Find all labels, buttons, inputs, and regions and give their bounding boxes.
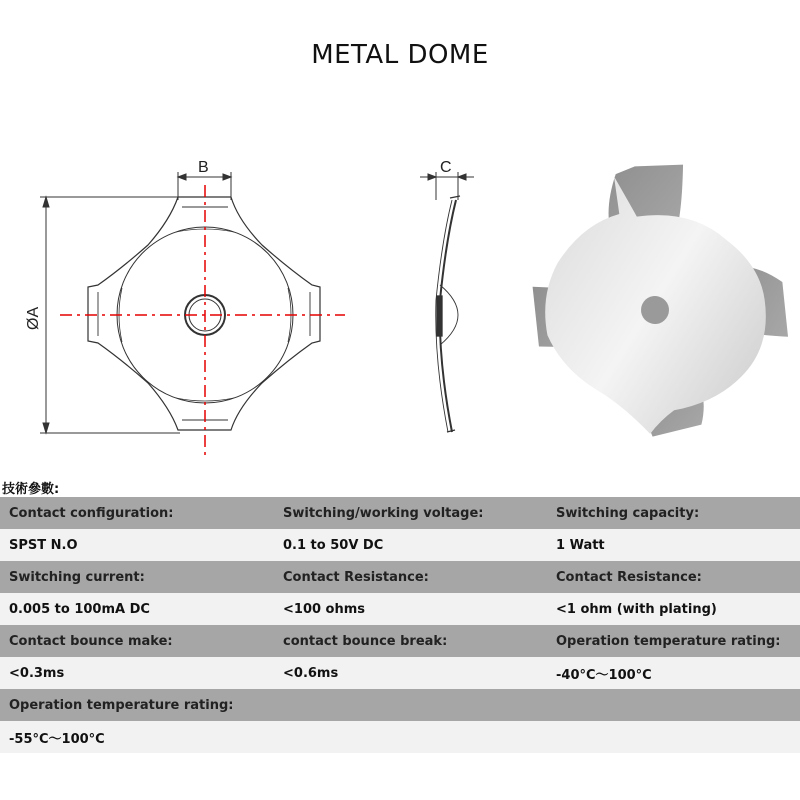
spec-header-row [0,689,800,721]
spec-cell: Switching capacity: [556,505,700,521]
spec-cell: Contact Resistance: [283,569,429,585]
metal-dome-drawing [0,150,800,470]
spec-value-row [0,529,800,561]
spec-header-row [0,497,800,529]
dimension-a-label: ØA [25,306,42,330]
spec-cell: <100 ohms [283,601,366,617]
top-view [88,197,320,430]
spec-cell: contact bounce break: [283,633,448,649]
spec-cell: <1 ohm (with plating) [556,601,717,617]
spec-header-row [0,625,800,657]
spec-cell: 0.005 to 100mA DC [9,601,150,617]
spec-cell: 0.1 to 50V DC [283,537,384,553]
technical-parameters-label: 技術參數: [2,482,60,497]
spec-cell: Contact Resistance: [556,569,702,585]
spec-value-row [0,593,800,625]
spec-cell: -55°C～100°C [9,731,105,747]
spec-cell: Switching current: [9,569,145,585]
dome-outline [88,197,320,430]
spec-cell: Operation temperature rating: [556,633,781,649]
dimension-c-label: C [440,159,452,176]
centerlines [60,185,345,460]
spec-cell: <0.6ms [283,665,339,681]
spec-cell: -40°C～100°C [556,667,652,683]
spec-cell: <0.3ms [9,665,65,681]
spec-value-row [0,657,800,689]
spec-cell: Switching/working voltage: [283,505,484,521]
spec-header-row [0,561,800,593]
spec-cell: 1 Watt [556,537,605,553]
spec-table [0,497,800,753]
dome-render [516,150,800,450]
spec-cell: Contact bounce make: [9,633,173,649]
dimension-b-label: B [198,159,209,176]
side-view [436,196,460,432]
spec-cell: Contact configuration: [9,505,174,521]
spec-value-row [0,721,800,753]
dimension-c [420,172,474,200]
page-title: METAL DOME [311,40,489,70]
spec-cell: SPST N.O [9,537,78,553]
spec-cell: Operation temperature rating: [9,697,234,713]
